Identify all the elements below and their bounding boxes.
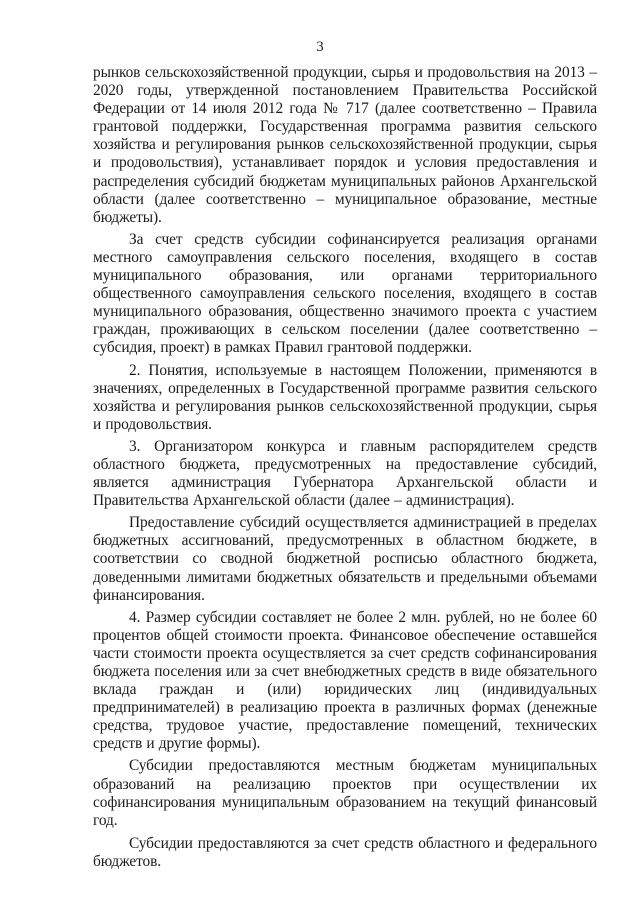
paragraph-definitions: 2. Понятия, используемые в настоящем Положении, применяются в значениях, определенных в Государственной программе развития сельского хозяйства и регулирования рынков сельскохозяйственной продукции, сырья и продовольствия.	[93, 361, 597, 433]
paragraph-local-budgets: Субсидии предоставляются местным бюджетам муниципальных образований на реализацию проектов при осуществлении их софинансирования муниципальным образованием на текущий финансовый год.	[93, 757, 597, 829]
page-number: 3	[316, 39, 324, 55]
paragraph-budget-limits: Предоставление субсидий осуществляется администрацией в пределах бюджетных ассигнований, предусмотренных в областном бюджете, в соответствии со сводной бюджетной росписью областного бюджета, доведенными лимитами бюджетных обязательств и предельными объемами финансирования.	[93, 514, 597, 604]
paragraph-subsidy-size: 4. Размер субсидии составляет не более 2 млн. рублей, но не более 60 процентов общей стоимости проекта. Финансовое обеспечение оставшейся части стоимости проекта осуществляется за счет средств софинансирования бюджета поселения или за счет внебюджетных средств в виде обязательного вклада граждан и (или) юридических лиц (индивидуальных предпринимателей) в реализацию проекта в различных формах (денежные средства, трудовое участие, предоставление помещений, технических средств и другие формы).	[93, 608, 597, 753]
paragraph-cofinancing: За счет средств субсидии софинансируется реализация органами местного самоуправления сельского поселения, входящего в состав муниципального образования, или органами территориального общественного самоуправления сельского поселения, входящего в состав муниципального образования, общественно значимого проекта с участием граждан, проживающих в сельском поселении (далее соответственно – субсидия, проект) в рамках Правил грантовой поддержки.	[93, 230, 597, 357]
paragraph-funding-sources: Субсидии предоставляются за счет средств областного и федерального бюджетов.	[93, 834, 597, 870]
document-body	[93, 64, 597, 871]
paragraph-organizer: 3. Организатором конкурса и главным распорядителем средств областного бюджета, предусмотренных на предоставление субсидий, является администрация Губернатора Архангельской области и Правительства Архангельской области (далее – администрация).	[93, 437, 597, 510]
paragraph-program-continuation: рынков сельскохозяйственной продукции, сырья и продовольствия на 2013 – 2020 годы, утвержденной постановлением Правительства Российской Федерации от 14 июля 2012 года № 717 (далее соответственно – Правила грантовой поддержки, Государственная программа развития сельского хозяйства и регулирования рынков сельскохозяйственной продукции, сырья и продовольствия), устанавливает порядок и условия предоставления и распределения субсидий бюджетам муниципальных районов Архангельской области (далее соответственно – муниципальное образование, местные бюджеты).	[93, 64, 597, 226]
